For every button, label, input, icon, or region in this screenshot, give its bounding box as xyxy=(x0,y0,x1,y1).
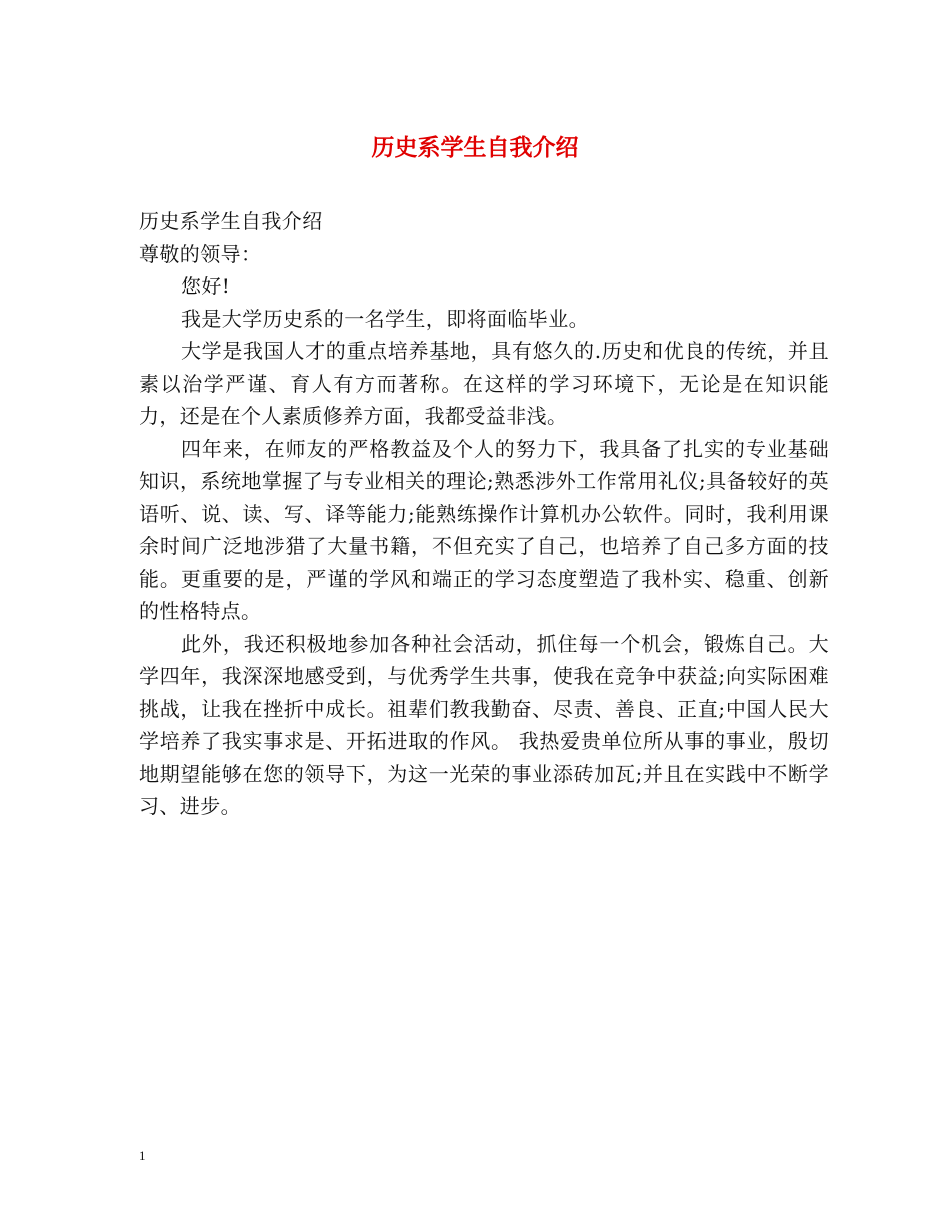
document-title: 历史系学生自我介绍 xyxy=(371,134,579,161)
paragraph-1: 我是大学历史系的一名学生，即将面临毕业。 xyxy=(181,306,589,331)
paragraph-2: 大学是我国人才的重点培养基地，具有悠久的.历史和优良的传统，并且素以治学严谨、育人有方而著称。在这样的学习环境下，无论是在知识能力，还是在个人素质修养方面，我都受益非浅。 xyxy=(139,339,829,428)
document-body xyxy=(139,205,829,823)
salutation: 尊敬的领导： xyxy=(139,241,262,266)
page-number: 1 xyxy=(139,1148,146,1163)
greeting: 您好! xyxy=(181,274,231,298)
paragraph-3: 四年来，在师友的严格教益及个人的努力下，我具备了扎实的专业基础知识，系统地掌握了与专业相关的理论;熟悉涉外工作常用礼仪;具备较好的英语听、说、读、写、译等能力;能熟练操作计算机办公软件。同时，我利用课余时间广泛地涉猎了大量书籍，不但充实了自己，也培养了自己多方面的技能。更重要的是，严谨的学风和端正的学习态度塑造了我朴实、稳重、创新的性格特点。 xyxy=(139,436,829,623)
document-subtitle: 历史系学生自我介绍 xyxy=(139,209,323,233)
paragraph-4: 此外，我还积极地参加各种社会活动，抓住每一个机会，锻炼自己。大学四年，我深深地感受到，与优秀学生共事，使我在竞争中获益;向实际困难挑战，让我在挫折中成长。祖辈们教我勤奋、尽责、善良、正直;中国人民大学培养了我实事求是、开拓进取的作风。 我热爱贵单位所从事的事业，殷切地期望能够在您的领导下，为这一光荣的事业添砖加瓦;并且在实践中不断学习、进步。 xyxy=(139,631,829,818)
